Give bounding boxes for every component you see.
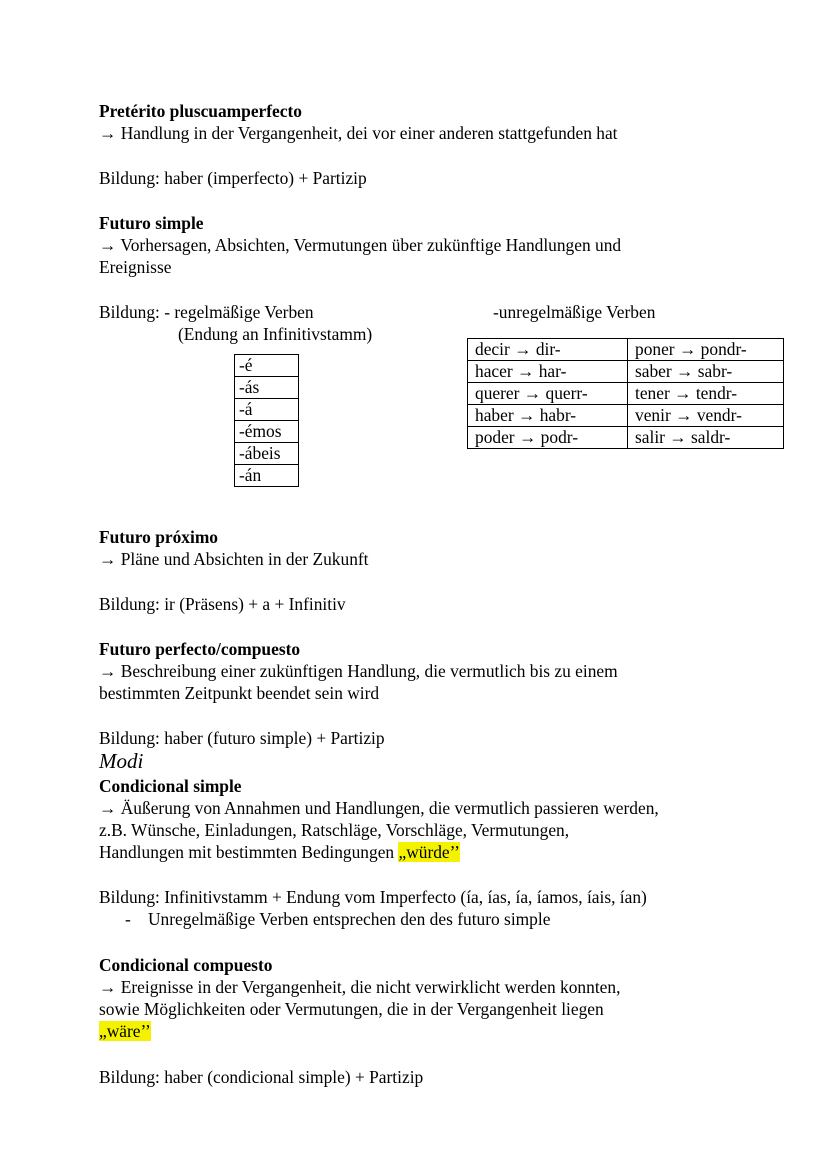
table-cell: venir → vendr- bbox=[628, 405, 784, 427]
bildung-condicional-compuesto: Bildung: haber (condicional simple) + Partizip bbox=[99, 1067, 424, 1087]
desc-futuro-perfecto-line2: bestimmten Zeitpunkt beendet sein wird bbox=[99, 683, 380, 703]
table-row bbox=[468, 427, 784, 449]
bullet-irregular-verbs: Unregelmäßige Verben entsprechen den des futuro simple bbox=[148, 909, 551, 929]
highlight-wuerde: „würde’’ bbox=[398, 842, 460, 862]
desc-condicional-compuesto-line1: → Ereignisse in der Vergangenheit, die nicht verwirklicht werden konnten, bbox=[99, 977, 621, 997]
table-row bbox=[235, 399, 299, 421]
table-cell: -é bbox=[235, 355, 299, 377]
bullet-dash: - bbox=[125, 909, 131, 929]
bildung-condicional-simple: Bildung: Infinitivstamm + Endung vom Imperfecto (ía, ías, ía, íamos, íais, ían) bbox=[99, 887, 647, 907]
endings-table bbox=[234, 354, 299, 487]
bildung-futuro-simple-regular: Bildung: - regelmäßige Verben bbox=[99, 302, 314, 322]
table-cell: -ábeis bbox=[235, 443, 299, 465]
table-row bbox=[235, 377, 299, 399]
table-row bbox=[468, 405, 784, 427]
table-cell: haber → habr- bbox=[468, 405, 628, 427]
heading-modi: Modi bbox=[99, 749, 144, 773]
table-cell: salir → saldr- bbox=[628, 427, 784, 449]
desc-condicional-simple-line2: z.B. Wünsche, Einladungen, Ratschläge, Vorschläge, Vermutungen, bbox=[99, 820, 570, 840]
highlight-waere: „wäre’’ bbox=[99, 1021, 151, 1041]
bildung-futuro-perfecto: Bildung: haber (futuro simple) + Partizip bbox=[99, 728, 385, 748]
table-cell: poner → pondr- bbox=[628, 339, 784, 361]
bildung-futuro-proximo: Bildung: ir (Präsens) + a + Infinitiv bbox=[99, 594, 346, 614]
table-row bbox=[235, 355, 299, 377]
desc-futuro-proximo: → Pläne und Absichten in der Zukunft bbox=[99, 549, 369, 569]
desc-pluscuamperfecto: → Handlung in der Vergangenheit, dei vor einer anderen stattgefunden hat bbox=[99, 123, 618, 143]
table-row bbox=[235, 465, 299, 487]
irregular-label: -unregelmäßige Verben bbox=[493, 302, 656, 322]
bildung-pluscuamperfecto: Bildung: haber (imperfecto) + Partizip bbox=[99, 168, 367, 188]
desc-condicional-simple-line3 bbox=[99, 841, 460, 863]
table-cell: querer → querr- bbox=[468, 383, 628, 405]
table-row bbox=[468, 361, 784, 383]
heading-condicional-simple: Condicional simple bbox=[99, 776, 242, 796]
heading-pluscuamperfecto: Pretérito pluscuamperfecto bbox=[99, 101, 302, 121]
desc-futuro-simple-line1: → Vorhersagen, Absichten, Vermutungen über zukünftige Handlungen und bbox=[99, 235, 622, 255]
table-row bbox=[468, 339, 784, 361]
heading-futuro-simple: Futuro simple bbox=[99, 213, 204, 233]
desc-condicional-simple-line1: → Äußerung von Annahmen und Handlungen, die vermutlich passieren werden, bbox=[99, 798, 659, 818]
table-cell: tener → tendr- bbox=[628, 383, 784, 405]
table-cell: -émos bbox=[235, 421, 299, 443]
desc-futuro-perfecto-line1: → Beschreibung einer zukünftigen Handlung, die vermutlich bis zu einem bbox=[99, 661, 618, 681]
irregular-verbs-table bbox=[467, 338, 784, 449]
desc-condicional-simple-text: Handlungen mit bestimmten Bedingungen bbox=[99, 842, 399, 862]
heading-futuro-perfecto: Futuro perfecto/compuesto bbox=[99, 639, 301, 659]
desc-condicional-compuesto-line2: sowie Möglichkeiten oder Vermutungen, die in der Vergangenheit liegen bbox=[99, 999, 604, 1019]
table-row bbox=[235, 443, 299, 465]
desc-condicional-compuesto-line3 bbox=[99, 1020, 151, 1042]
table-row bbox=[468, 383, 784, 405]
heading-condicional-compuesto: Condicional compuesto bbox=[99, 955, 273, 975]
table-cell: -ás bbox=[235, 377, 299, 399]
table-cell: hacer → har- bbox=[468, 361, 628, 383]
table-cell: -á bbox=[235, 399, 299, 421]
desc-futuro-simple-line2: Ereignisse bbox=[99, 257, 172, 277]
heading-futuro-proximo: Futuro próximo bbox=[99, 527, 218, 547]
table-row bbox=[235, 421, 299, 443]
regular-note: (Endung an Infinitivstamm) bbox=[178, 324, 373, 344]
table-cell: poder → podr- bbox=[468, 427, 628, 449]
table-cell: saber → sabr- bbox=[628, 361, 784, 383]
table-cell: -án bbox=[235, 465, 299, 487]
table-cell: decir → dir- bbox=[468, 339, 628, 361]
